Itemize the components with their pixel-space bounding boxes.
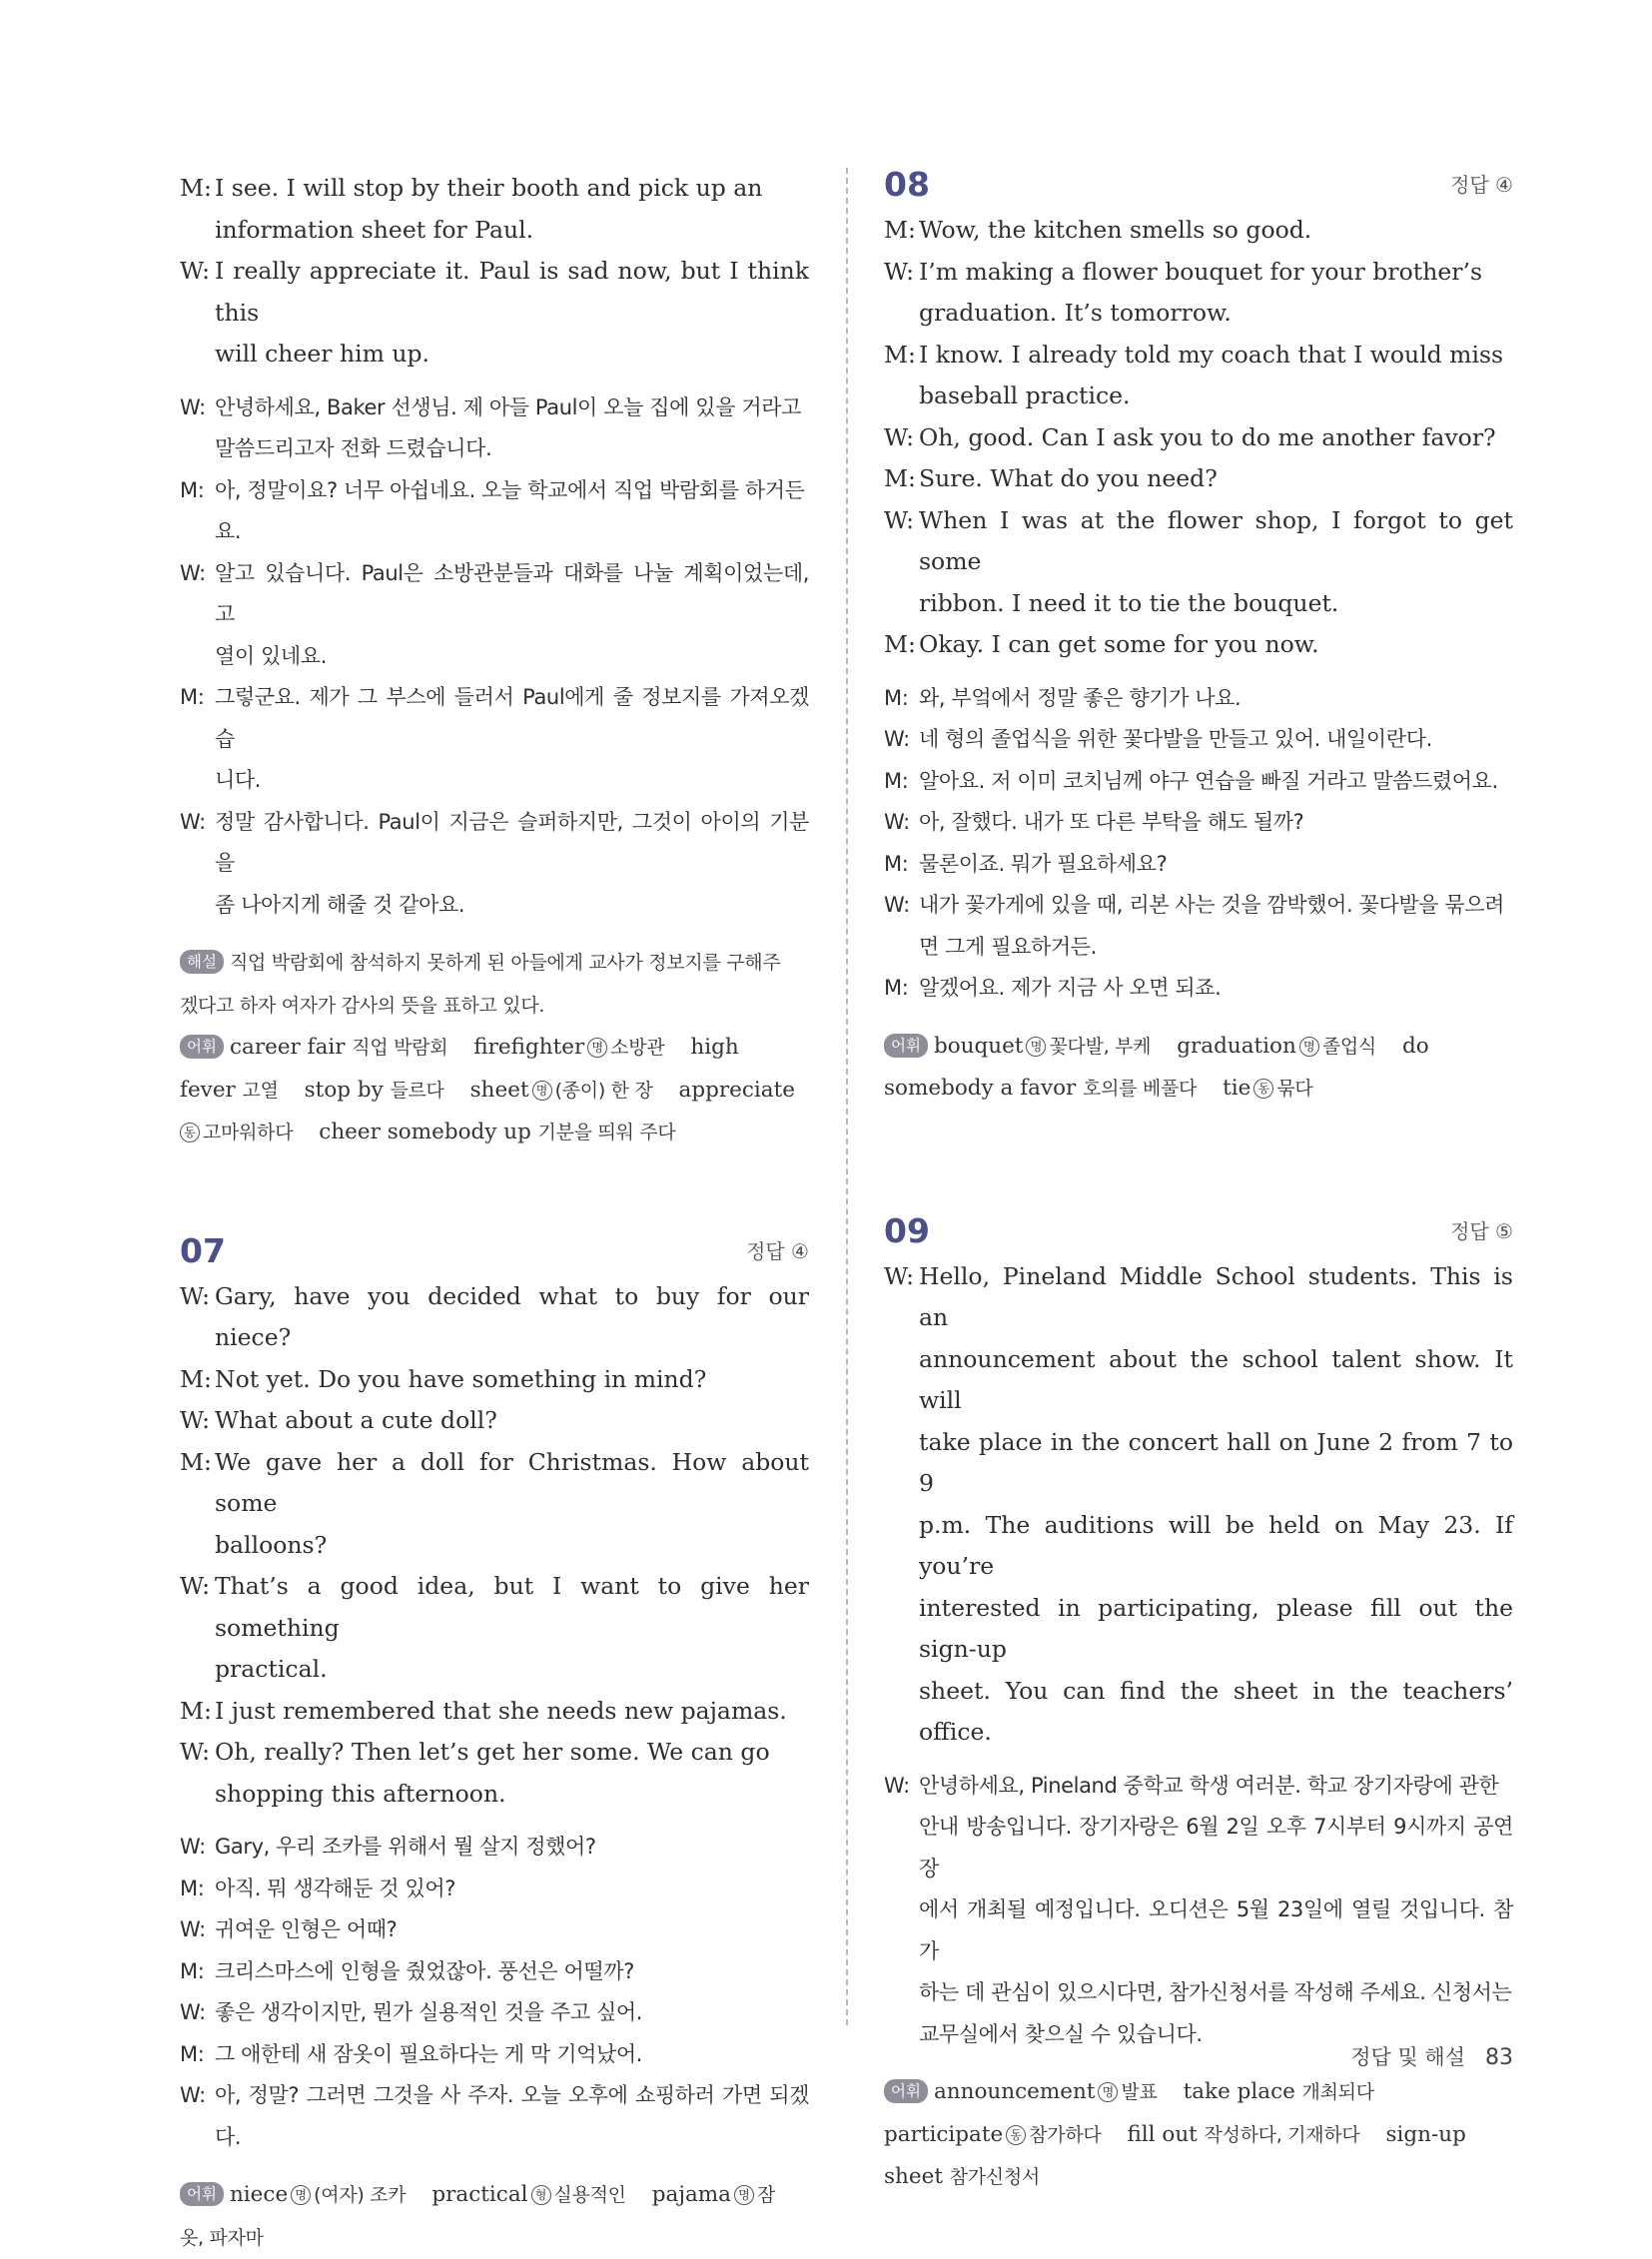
vocab-word: graduation bbox=[1177, 1033, 1296, 1059]
dialogue-text: Hello, Pineland Middle School students. This is an bbox=[919, 1261, 1513, 1331]
dialogue-text: Oh, good. Can I ask you to do me another favor? bbox=[919, 422, 1496, 451]
vocab-word: do bbox=[1402, 1033, 1429, 1059]
page-footer bbox=[1338, 2041, 1513, 2071]
dialogue-text: 와, 부엌에서 정말 좋은 향기가 나요. bbox=[919, 685, 1241, 710]
speaker-label bbox=[884, 293, 919, 335]
dialogue-ko bbox=[884, 678, 1513, 1010]
vocab-word: bouquet bbox=[933, 1033, 1024, 1059]
dialogue-text: 알고 있습니다. Paul은 소방관분들과 대화를 나눌 계획이었는데, 고 bbox=[215, 560, 809, 626]
vocab-tag: 어휘 bbox=[884, 1034, 928, 1058]
dialogue-text: Sure. What do you need? bbox=[919, 464, 1218, 492]
vocab-word: take place bbox=[1183, 2079, 1295, 2104]
speaker-label bbox=[884, 1972, 919, 2014]
dialogue-line bbox=[884, 376, 1513, 417]
dialogue-text: 좋은 생각이지만, 뭔가 실용적인 것을 주고 싶어. bbox=[215, 2000, 643, 2024]
vocab-meaning: 기분을 띄워 주다 bbox=[537, 1122, 676, 1143]
speaker-label: M: bbox=[180, 477, 205, 502]
speaker-label bbox=[884, 1505, 919, 1588]
dialogue-line bbox=[884, 500, 1513, 583]
speaker-label: W: bbox=[884, 257, 915, 286]
dialogue-text: Gary, have you decided what to buy for our niece? bbox=[215, 1281, 809, 1351]
dialogue-line bbox=[884, 1671, 1513, 1754]
dialogue-text: 물론이죠. 뭐가 필요하세요? bbox=[919, 851, 1168, 876]
dialogue-line bbox=[884, 417, 1513, 459]
dialogue-text: 안내 방송입니다. 장기자랑은 6월 2일 오후 7시부터 9시까지 공연장 bbox=[919, 1815, 1513, 1881]
vocab-meaning: 발표 bbox=[1121, 2081, 1158, 2103]
dialogue-line bbox=[884, 1256, 1513, 1339]
vocab-meaning: 소방관 bbox=[610, 1037, 665, 1059]
dialogue-text: take place in the concert hall on June 2 from 7 to 9 bbox=[919, 1427, 1513, 1497]
answer-label: 정답 ⑤ bbox=[1450, 1218, 1513, 1243]
vocab-word: fill out bbox=[1127, 2121, 1198, 2147]
dialogue-line bbox=[884, 293, 1513, 335]
answer-label: 정답 ④ bbox=[1450, 173, 1513, 197]
dialogue-text: I just remembered that she needs new pajamas. bbox=[215, 1696, 787, 1725]
vocab-word: sign-up bbox=[1385, 2121, 1466, 2147]
dialogue-text: 열이 있네요. bbox=[215, 643, 327, 668]
dialogue-line bbox=[180, 1359, 809, 1401]
dialogue-text: interested in participating, please fill out the sign-up bbox=[919, 1593, 1513, 1663]
answer-label: 정답 ④ bbox=[746, 1238, 809, 1263]
dialogue-line bbox=[180, 760, 809, 802]
dialogue-text: graduation. It’s tomorrow. bbox=[919, 299, 1232, 327]
dialogue-line bbox=[180, 428, 809, 470]
speaker-label: W: bbox=[180, 560, 206, 585]
speaker-label bbox=[180, 1525, 215, 1567]
dialogue-text: 그 애한테 새 잠옷이 필요하다는 게 막 기억났어. bbox=[215, 2041, 643, 2066]
speaker-label: M: bbox=[180, 1696, 212, 1725]
vocab-meaning: 직업 박람회 bbox=[352, 1037, 448, 1059]
dialogue-text: 아, 정말? 그러면 그것을 사 주자. 오늘 오후에 쇼핑하러 가면 되겠다. bbox=[215, 2083, 809, 2149]
dialogue-line bbox=[884, 583, 1513, 625]
speaker-label: W: bbox=[180, 2000, 206, 2024]
dialogue-line bbox=[180, 1992, 809, 2034]
dialogue-line bbox=[884, 885, 1513, 927]
dialogue-text: 내가 꽃가게에 있을 때, 리본 사는 것을 깜박했어. 꽃다발을 묶으려 bbox=[919, 893, 1505, 917]
vocab-word: high bbox=[690, 1035, 739, 1060]
dialogue-line bbox=[180, 802, 809, 885]
speaker-label: W: bbox=[180, 1572, 211, 1600]
dialogue-line bbox=[180, 1909, 809, 1951]
explanation-text-2: 겠다고 하자 여자가 감사의 뜻을 표하고 있다. bbox=[180, 994, 545, 1017]
speaker-label bbox=[884, 376, 919, 417]
dialogue-text: 아, 정말이요? 너무 아쉽네요. 오늘 학교에서 직업 박람회를 하거든 bbox=[215, 477, 805, 502]
dialogue-line bbox=[180, 1566, 809, 1649]
question-number: 09 bbox=[884, 1210, 930, 1250]
dialogue-line bbox=[884, 761, 1513, 803]
dialogue-line bbox=[180, 251, 809, 334]
speaker-label: W: bbox=[180, 2083, 206, 2107]
dialogue-line bbox=[180, 334, 809, 376]
dialogue-line bbox=[180, 553, 809, 636]
section-header-08 bbox=[884, 156, 1513, 204]
speaker-label bbox=[180, 885, 215, 927]
speaker-label bbox=[884, 1422, 919, 1505]
dialogue-text: Gary, 우리 조카를 위해서 뭘 살지 정했어? bbox=[215, 1835, 596, 1859]
dialogue-text: What about a cute doll? bbox=[215, 1406, 497, 1434]
dialogue-text: I’m making a flower bouquet for your brother’s bbox=[919, 257, 1483, 286]
dialogue-line bbox=[884, 968, 1513, 1010]
speaker-label bbox=[180, 1774, 215, 1816]
dialogue-text: Oh, really? Then let’s get her some. We can go bbox=[215, 1738, 770, 1766]
dialogue-text: I really appreciate it. Paul is sad now, but I think this bbox=[215, 257, 809, 327]
dialogue-en bbox=[180, 168, 809, 376]
speaker-label bbox=[180, 636, 215, 678]
vocab-meaning: 참가신청서 bbox=[949, 2166, 1040, 2188]
speaker-label bbox=[180, 760, 215, 802]
pos-badge: 형 bbox=[531, 2185, 551, 2205]
speaker-label bbox=[180, 334, 215, 376]
vocab-meaning: 옷, 파자마 bbox=[180, 2226, 264, 2249]
vocabulary bbox=[180, 1027, 809, 1154]
vocab-meaning: 고열 bbox=[242, 1079, 279, 1102]
explanation-text-1: 직업 박람회에 참석하지 못하게 된 아들에게 교사가 정보지를 구해주 bbox=[229, 952, 781, 974]
speaker-label: M: bbox=[180, 1876, 205, 1900]
dialogue-line bbox=[884, 927, 1513, 969]
pos-badge: 동 bbox=[1006, 2125, 1026, 2145]
speaker-label bbox=[884, 1588, 919, 1671]
section-header-07 bbox=[180, 1222, 809, 1270]
pos-badge: 명 bbox=[532, 1081, 552, 1101]
speaker-label: W: bbox=[884, 893, 910, 917]
dialogue-ko bbox=[180, 387, 809, 927]
pos-badge: 동 bbox=[180, 1123, 200, 1142]
vocab-word: sheet bbox=[469, 1077, 529, 1103]
speaker-label: M: bbox=[180, 1958, 205, 1983]
speaker-label: M: bbox=[180, 685, 205, 709]
dialogue-line bbox=[884, 802, 1513, 844]
dialogue-text: When I was at the flower shop, I forgot to get some bbox=[919, 505, 1513, 575]
vocab-meaning: 묶다 bbox=[1276, 1078, 1313, 1100]
dialogue-text: 네 형의 졸업식을 위한 꽃다발을 만들고 있어. 내일이란다. bbox=[919, 727, 1432, 751]
dialogue-text: 하는 데 관심이 있으시다면, 참가신청서를 작성해 주세요. 신청서는 bbox=[919, 1980, 1512, 2004]
dialogue-line bbox=[180, 168, 809, 210]
dialogue-line bbox=[884, 210, 1513, 252]
pos-badge: 명 bbox=[1299, 1037, 1319, 1057]
speaker-label bbox=[884, 1339, 919, 1422]
speaker-label bbox=[884, 583, 919, 625]
speaker-label bbox=[180, 1649, 215, 1691]
dialogue-line bbox=[180, 1827, 809, 1869]
vocab-word: practical bbox=[431, 2182, 528, 2207]
dialogue-text: announcement about the school talent show. It will bbox=[919, 1344, 1513, 1414]
dialogue-line bbox=[180, 1774, 809, 1816]
vocab-meaning: 졸업식 bbox=[1321, 1035, 1376, 1058]
dialogue-text: 크리스마스에 인형을 줬었잖아. 풍선은 어떨까? bbox=[215, 1958, 634, 1983]
dialogue-text: practical. bbox=[215, 1655, 328, 1683]
speaker-label: W: bbox=[884, 727, 910, 751]
pos-badge: 명 bbox=[1026, 1037, 1046, 1057]
speaker-label: W: bbox=[884, 1773, 910, 1798]
dialogue-line bbox=[884, 1422, 1513, 1505]
dialogue-ko bbox=[180, 1827, 809, 2158]
pos-badge: 동 bbox=[1253, 1079, 1273, 1099]
dialogue-line bbox=[884, 678, 1513, 720]
vocab-word: sheet bbox=[884, 2164, 943, 2189]
dialogue-line bbox=[884, 1505, 1513, 1588]
dialogue-text: We gave her a doll for Christmas. How about some bbox=[215, 1447, 809, 1517]
dialogue-line bbox=[180, 1276, 809, 1359]
vocab-word: announcement bbox=[933, 2079, 1096, 2104]
dialogue-text: 알겠어요. 제가 지금 사 오면 되죠. bbox=[919, 976, 1222, 1000]
dialogue-text: ribbon. I need it to tie the bouquet. bbox=[919, 588, 1339, 617]
vocab-word: stop by bbox=[304, 1077, 384, 1103]
speaker-label: W: bbox=[884, 1261, 915, 1290]
dialogue-line bbox=[180, 1732, 809, 1774]
speaker-label: M: bbox=[884, 630, 916, 658]
dialogue-line bbox=[180, 511, 809, 553]
speaker-label: W: bbox=[180, 1917, 206, 1941]
vocab-word: participate bbox=[884, 2121, 1004, 2147]
dialogue-text: information sheet for Paul. bbox=[215, 215, 534, 244]
dialogue-line bbox=[180, 387, 809, 429]
speaker-label: M: bbox=[180, 2041, 205, 2066]
vocab-meaning: (종이) 한 장 bbox=[554, 1079, 653, 1102]
speaker-label: M: bbox=[884, 851, 909, 876]
vocab-meaning: (여자) 조카 bbox=[314, 2184, 407, 2206]
vocab-tag: 어휘 bbox=[180, 1035, 224, 1059]
dialogue-text: I know. I already told my coach that I would miss bbox=[919, 340, 1504, 369]
speaker-label bbox=[884, 2014, 919, 2056]
dialogue-text: 알아요. 저 이미 코치님께 야구 연습을 빠질 거라고 말씀드렸어요. bbox=[919, 768, 1498, 793]
vocabulary bbox=[180, 2174, 809, 2259]
dialogue-line bbox=[884, 844, 1513, 886]
dialogue-text: sheet. You can find the sheet in the teachers’ office. bbox=[919, 1676, 1513, 1746]
dialogue-line bbox=[180, 1400, 809, 1442]
speaker-label: W: bbox=[180, 1738, 211, 1766]
speaker-label bbox=[180, 210, 215, 252]
pos-badge: 명 bbox=[587, 1038, 607, 1058]
dialogue-line bbox=[884, 1972, 1513, 2014]
vocab-word: cheer somebody up bbox=[319, 1120, 531, 1144]
dialogue-text: 아직. 뭐 생각해둔 것 있어? bbox=[215, 1876, 455, 1900]
vocab-word: niece bbox=[229, 2182, 289, 2207]
dialogue-text: I see. I will stop by their booth and pick up an bbox=[215, 174, 763, 202]
speaker-label bbox=[884, 927, 919, 969]
dialogue-en bbox=[884, 210, 1513, 666]
vocab-meaning: 꽃다발, 부케 bbox=[1049, 1035, 1152, 1058]
dialogue-line bbox=[884, 624, 1513, 666]
dialogue-text: 아, 잘했다. 내가 또 다른 부탁을 해도 될까? bbox=[919, 810, 1304, 834]
vocab-meaning: 잠 bbox=[757, 2184, 776, 2206]
vocab-meaning: 들르다 bbox=[390, 1079, 444, 1102]
vocab-word: career fair bbox=[229, 1035, 346, 1060]
dialogue-line bbox=[180, 1691, 809, 1733]
dialogue-text: 교무실에서 찾으실 수 있습니다. bbox=[919, 2021, 1203, 2046]
right-column bbox=[884, 165, 1513, 2199]
dialogue-text: baseball practice. bbox=[919, 381, 1131, 409]
section-header-09 bbox=[884, 1202, 1513, 1250]
dialogue-line bbox=[180, 1869, 809, 1910]
vocab-meaning: 실용적인 bbox=[553, 2184, 626, 2206]
dialogue-line bbox=[180, 1951, 809, 1993]
vocab-tag: 어휘 bbox=[884, 2079, 928, 2103]
dialogue-text: will cheer him up. bbox=[215, 340, 429, 368]
speaker-label: W: bbox=[180, 1281, 211, 1310]
dialogue-text: That’s a good idea, but I want to give her something bbox=[215, 1572, 809, 1642]
dialogue-line bbox=[180, 1525, 809, 1567]
vocab-word: pajama bbox=[651, 2182, 732, 2207]
dialogue-line bbox=[884, 1588, 1513, 1671]
dialogue-text: 그렇군요. 제가 그 부스에 들러서 Paul에게 줄 정보지를 가져오겠습 bbox=[215, 685, 809, 751]
vocab-meaning: 호의를 베풀다 bbox=[1083, 1078, 1198, 1100]
dialogue-text: Wow, the kitchen smells so good. bbox=[919, 216, 1312, 244]
dialogue-text: 면 그게 필요하거든. bbox=[919, 934, 1097, 959]
speaker-label: M: bbox=[884, 216, 916, 244]
dialogue-text: 니다. bbox=[215, 768, 262, 792]
speaker-label bbox=[884, 1671, 919, 1754]
vocab-meaning: 참가하다 bbox=[1029, 2123, 1102, 2146]
speaker-label: M: bbox=[884, 464, 916, 492]
speaker-label: W: bbox=[180, 394, 206, 419]
page-number: 83 bbox=[1485, 2045, 1513, 2070]
dialogue-text: 안녕하세요, Baker 선생님. 제 아들 Paul이 오늘 집에 있을 거라고 bbox=[215, 394, 802, 419]
speaker-label: W: bbox=[180, 1406, 211, 1434]
footer-label: 정답 및 해설 bbox=[1350, 2045, 1465, 2069]
vocab-meaning: 작성하다, 기재하다 bbox=[1204, 2123, 1360, 2146]
speaker-label: M: bbox=[884, 768, 909, 793]
question-number: 08 bbox=[884, 165, 930, 204]
speaker-label: M: bbox=[180, 1447, 212, 1476]
speaker-label: W: bbox=[180, 809, 206, 834]
speaker-label: W: bbox=[884, 810, 910, 834]
dialogue-line bbox=[180, 885, 809, 927]
dialogue-line bbox=[180, 636, 809, 678]
dialogue-line bbox=[180, 2034, 809, 2076]
dialogue-line bbox=[884, 719, 1513, 761]
speaker-label: W: bbox=[884, 505, 915, 534]
dialogue-line bbox=[884, 1766, 1513, 1808]
speaker-label: M: bbox=[180, 174, 212, 202]
speaker-label: M: bbox=[884, 976, 909, 1000]
vocabulary bbox=[884, 1026, 1513, 1111]
vocab-tag: 어휘 bbox=[180, 2182, 224, 2206]
vocab-word: tie bbox=[1223, 1076, 1251, 1101]
speaker-label: W: bbox=[180, 1835, 206, 1859]
vocab-meaning: 개최되다 bbox=[1301, 2081, 1374, 2103]
vocab-meaning: 고마워하다 bbox=[203, 1122, 294, 1143]
dialogue-line bbox=[180, 2075, 809, 2158]
speaker-label bbox=[884, 1807, 919, 1889]
dialogue-text: 좀 나아지게 해줄 것 같아요. bbox=[215, 892, 465, 917]
pos-badge: 명 bbox=[1098, 2082, 1118, 2102]
dialogue-text: p.m. The auditions will be held on May 23. If you’re bbox=[919, 1510, 1513, 1580]
dialogue-line bbox=[180, 1649, 809, 1691]
speaker-label: W: bbox=[180, 257, 211, 285]
dialogue-line bbox=[180, 210, 809, 252]
dialogue-text: Not yet. Do you have something in mind? bbox=[215, 1364, 707, 1393]
question-number: 07 bbox=[180, 1230, 226, 1270]
speaker-label bbox=[884, 1889, 919, 1972]
dialogue-text: 귀여운 인형은 어때? bbox=[215, 1917, 398, 1941]
left-column bbox=[180, 168, 809, 2259]
vocab-word: appreciate bbox=[678, 1077, 795, 1103]
dialogue-ko bbox=[884, 1766, 1513, 2056]
dialogue-en bbox=[884, 1256, 1513, 1754]
dialogue-line bbox=[180, 470, 809, 512]
dialogue-text: balloons? bbox=[215, 1530, 328, 1559]
vocab-word: somebody a favor bbox=[884, 1076, 1077, 1101]
dialogue-line bbox=[884, 1807, 1513, 1889]
dialogue-line bbox=[884, 458, 1513, 500]
speaker-label: W: bbox=[884, 422, 915, 451]
vocab-word: fever bbox=[180, 1077, 236, 1103]
speaker-label: M: bbox=[180, 1364, 212, 1393]
dialogue-line bbox=[180, 1442, 809, 1525]
dialogue-text: Okay. I can get some for you now. bbox=[919, 630, 1319, 658]
dialogue-line bbox=[884, 1889, 1513, 1972]
vocabulary bbox=[884, 2071, 1513, 2199]
dialogue-text: 요. bbox=[215, 519, 242, 543]
dialogue-line bbox=[884, 335, 1513, 376]
explanation bbox=[180, 942, 809, 1027]
speaker-label bbox=[180, 511, 215, 553]
column-divider bbox=[846, 168, 848, 2025]
dialogue-text: 안녕하세요, Pineland 중학교 학생 여러분. 학교 장기자랑에 관한 bbox=[919, 1773, 1499, 1798]
dialogue-line bbox=[884, 252, 1513, 294]
pos-badge: 명 bbox=[734, 2185, 754, 2205]
speaker-label: M: bbox=[884, 340, 916, 369]
pos-badge: 명 bbox=[291, 2185, 311, 2205]
dialogue-text: 정말 감사합니다. Paul이 지금은 슬퍼하지만, 그것이 아이의 기분을 bbox=[215, 809, 809, 875]
dialogue-line bbox=[884, 1339, 1513, 1422]
dialogue-text: 에서 개최될 예정입니다. 오디션은 5월 23일에 열릴 것입니다. 참가 bbox=[919, 1897, 1513, 1963]
speaker-label bbox=[180, 428, 215, 470]
dialogue-line bbox=[180, 677, 809, 760]
speaker-label: M: bbox=[884, 685, 909, 710]
vocab-word: firefighter bbox=[473, 1035, 585, 1060]
dialogue-text: 말씀드리고자 전화 드렸습니다. bbox=[215, 436, 492, 460]
dialogue-text: shopping this afternoon. bbox=[215, 1779, 506, 1808]
dialogue-en bbox=[180, 1276, 809, 1816]
explanation-tag: 해설 bbox=[180, 950, 224, 974]
